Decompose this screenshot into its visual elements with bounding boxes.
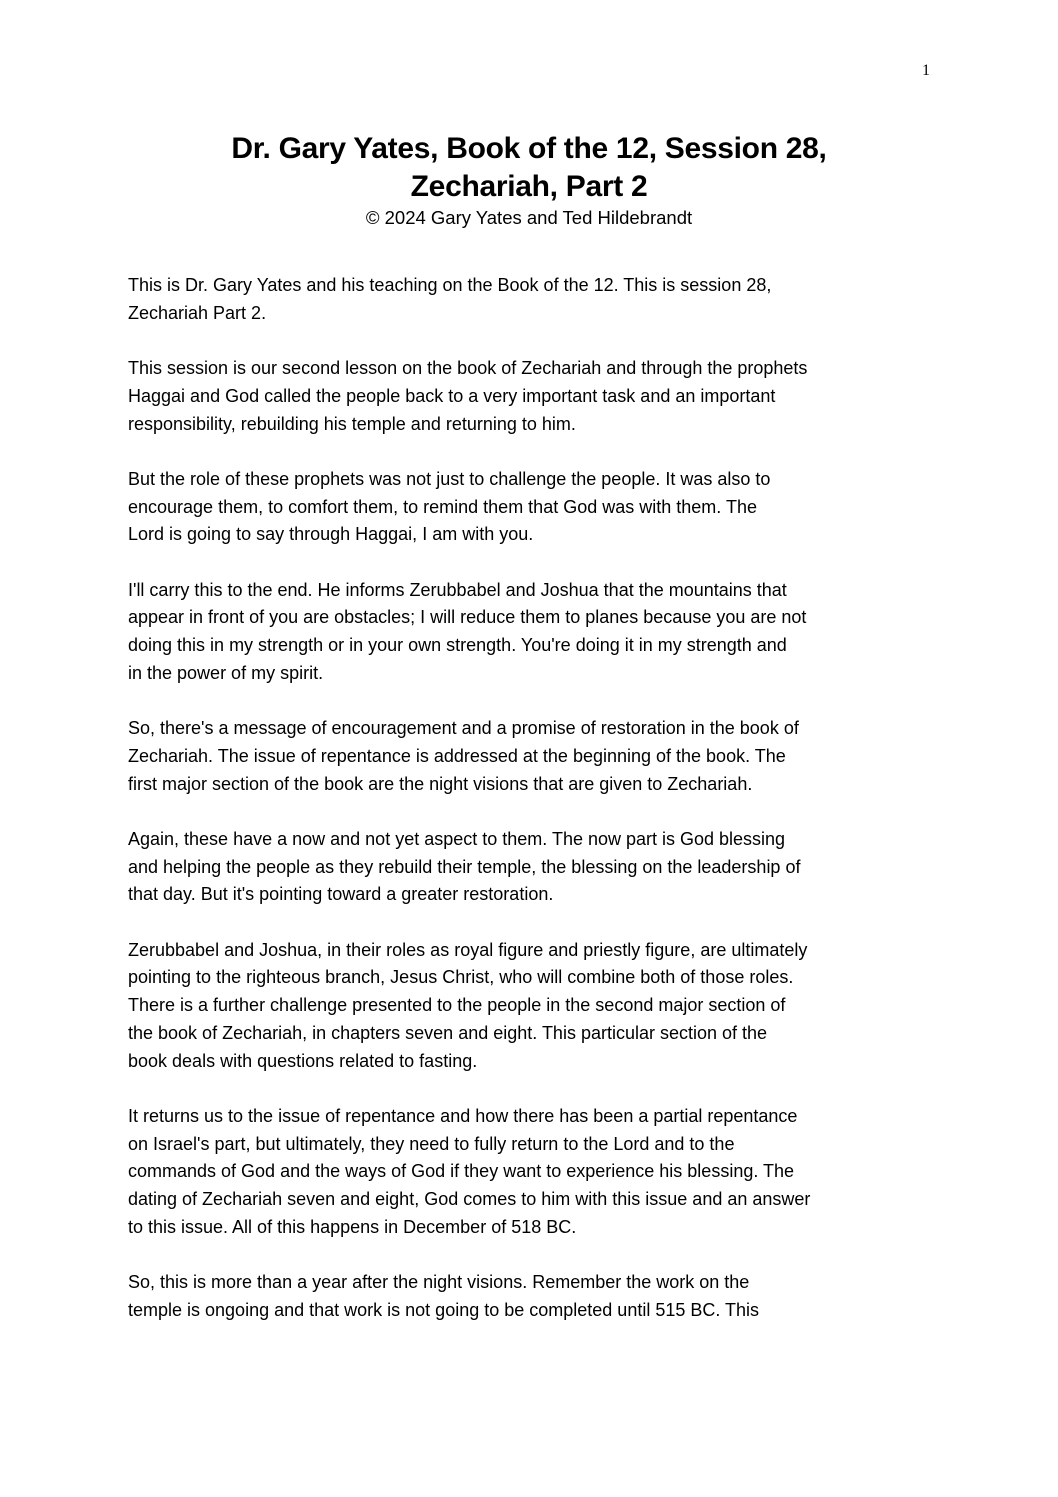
text-line: So, this is more than a year after the night visions. Remember the work on the [128,1272,750,1293]
text-line: This session is our second lesson on the book of Zechariah and through the prophets [128,358,808,379]
text-line: commands of God and the ways of God if they want to experience his blessing. The [128,1161,795,1182]
text-line: the book of Zechariah, in chapters seven and eight. This particular section of the [128,1022,768,1043]
text-line: Haggai and God called the people back to a very important task and an important [128,385,776,406]
text-line: in the power of my spirit. [128,662,324,683]
text-line: book deals with questions related to fasting. [128,1050,478,1071]
text-line: Zechariah Part 2. [128,302,267,323]
paragraph [128,937,948,1076]
text-line: This is Dr. Gary Yates and his teaching on the Book of the 12. This is session 28, [128,275,772,295]
copyright-notice: © 2024 Gary Yates and Ted Hildebrandt [365,207,693,228]
document-title [0,130,1058,206]
text-line: Zerubbabel and Joshua, in their roles as royal figure and priestly figure, are ultimately [128,939,808,960]
text-line: temple is ongoing and that work is not going to be completed until 515 BC. This [128,1299,760,1320]
paragraph [128,1103,948,1242]
paragraph [128,1269,948,1324]
text-line: Again, these have a now and not yet aspect to them. The now part is God blessing [128,828,786,849]
text-line: to this issue. All of this happens in December of 518 BC. [128,1216,577,1237]
text-line: responsibility, rebuilding his temple and returning to him. [128,413,576,434]
document-body [128,272,948,1352]
paragraph [128,715,948,798]
paragraph [128,355,948,438]
text-line: Zechariah. The issue of repentance is addressed at the beginning of the book. The [128,745,786,766]
paragraph [128,826,948,909]
text-line: There is a further challenge presented to the people in the second major section of [128,995,786,1016]
text-line: dating of Zechariah seven and eight, God comes to him with this issue and an answer [128,1189,811,1210]
text-line: I'll carry this to the end. He informs Zerubbabel and Joshua that the mountains that [128,579,787,600]
paragraph [128,272,948,327]
text-line: So, there's a message of encouragement and a promise of restoration in the book of [128,718,799,739]
text-line: pointing to the righteous branch, Jesus Christ, who will combine both of those roles. [128,967,794,988]
page-number: 1 [922,62,930,79]
text-line: and helping the people as they rebuild their temple, the blessing on the leadership of [128,856,801,877]
title-line: Zechariah, Part 2 [410,170,648,203]
text-line: doing this in my strength or in your own strength. You're doing it in my strength and [128,635,787,656]
text-line: But the role of these prophets was not just to challenge the people. It was also to [128,468,771,489]
text-line: It returns us to the issue of repentance and how there has been a partial repentance [128,1105,798,1126]
title-line: Dr. Gary Yates, Book of the 12, Session 28, [231,132,827,165]
paragraph [128,466,948,549]
text-line: encourage them, to comfort them, to remind them that God was with them. The [128,496,757,517]
text-line: appear in front of you are obstacles; I will reduce them to planes because you are not [128,607,807,628]
text-line: on Israel's part, but ultimately, they need to fully return to the Lord and to the [128,1133,735,1154]
text-line: Lord is going to say through Haggai, I am with you. [128,524,534,545]
text-line: that day. But it's pointing toward a greater restoration. [128,884,554,905]
paragraph [128,577,948,688]
document-header [0,130,1058,230]
text-line: first major section of the book are the night visions that are given to Zechariah. [128,773,753,794]
